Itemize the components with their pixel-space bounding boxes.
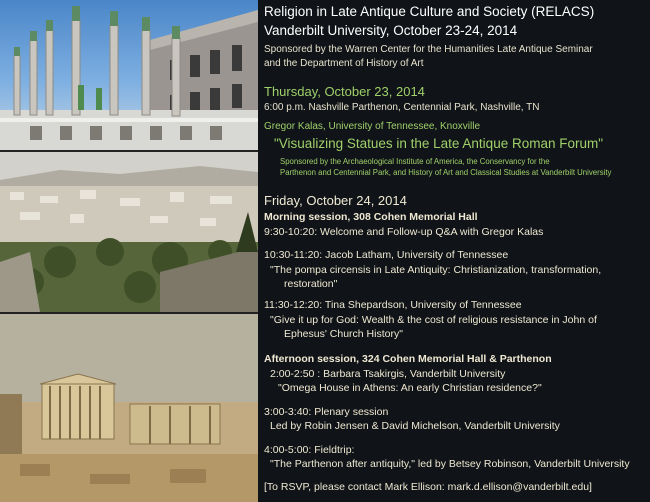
program-title: Religion in Late Antique Culture and Society (RELACS) bbox=[264, 4, 595, 19]
program-sponsor-line-2: and the Department of History of Art bbox=[264, 58, 424, 69]
program-dates: Vanderbilt University, October 23-24, 2014 bbox=[264, 23, 518, 38]
thursday-speaker: Gregor Kalas, University of Tennessee, Knoxville bbox=[264, 121, 481, 132]
program-sponsor-line-1: Sponsored by the Warren Center for the Humanities Late Antique Seminar bbox=[264, 44, 593, 55]
latham-talk-title: "The pompa circensis in Late Antiquity: Christianization, transformation, bbox=[270, 264, 602, 276]
afternoon-session-heading: Afternoon session, 324 Cohen Memorial Hall & Parthenon bbox=[264, 353, 552, 365]
thursday-time-location: 6:00 p.m. Nashville Parthenon, Centennial Park, Nashville, TN bbox=[264, 102, 540, 113]
athens-cityscape-image bbox=[0, 152, 258, 312]
fieldtrip-title: "The Parthenon after antiquity," led by Betsey Robinson, Vanderbilt University bbox=[270, 458, 630, 470]
schedule-item-shepardson: 11:30-12:20: Tina Shepardson, University of Tennessee bbox=[264, 299, 522, 311]
parthenon-painting-image bbox=[0, 314, 258, 502]
schedule-item-fieldtrip: 4:00-5:00: Fieldtrip: bbox=[264, 444, 355, 456]
schedule-item-plenary: 3:00-3:40: Plenary session bbox=[264, 406, 389, 418]
shepardson-talk-title: "Give it up for God: Wealth & the cost of religious resistance in John of bbox=[270, 314, 597, 326]
schedule-item-latham: 10:30-11:20: Jacob Latham, University of Tennessee bbox=[264, 249, 509, 261]
rsvp-contact: [To RSVP, please contact Mark Ellison: mark.d.ellison@vanderbilt.edu] bbox=[264, 481, 592, 493]
thursday-heading: Thursday, October 23, 2014 bbox=[264, 84, 425, 99]
latham-talk-title-cont: restoration" bbox=[284, 278, 338, 290]
image-column bbox=[0, 0, 258, 502]
morning-session-heading: Morning session, 308 Cohen Memorial Hall bbox=[264, 211, 478, 223]
tsakirgis-talk-title: "Omega House in Athens: An early Christian residence?" bbox=[278, 382, 542, 394]
forum-reconstruction-image bbox=[0, 0, 258, 150]
thursday-talk-title: "Visualizing Statues in the Late Antique Roman Forum" bbox=[274, 136, 604, 151]
thursday-sponsor-line-2: Parthenon and Centennial Park, and History of Art and Classical Studies at Vanderbilt University bbox=[280, 168, 612, 177]
schedule-item-welcome: 9:30-10:20: Welcome and Follow-up Q&A with Gregor Kalas bbox=[264, 226, 544, 238]
plenary-leaders: Led by Robin Jensen & David Michelson, Vanderbilt University bbox=[270, 420, 560, 432]
shepardson-talk-title-cont: Ephesus' Church History" bbox=[284, 328, 403, 340]
thursday-sponsor-line-1: Sponsored by the Archaeological Institute of America, the Conservancy for the bbox=[280, 157, 550, 166]
schedule-item-tsakirgis: 2:00-2:50 : Barbara Tsakirgis, Vanderbilt University bbox=[270, 368, 506, 380]
friday-heading: Friday, October 24, 2014 bbox=[264, 193, 407, 208]
event-program bbox=[262, 0, 646, 502]
